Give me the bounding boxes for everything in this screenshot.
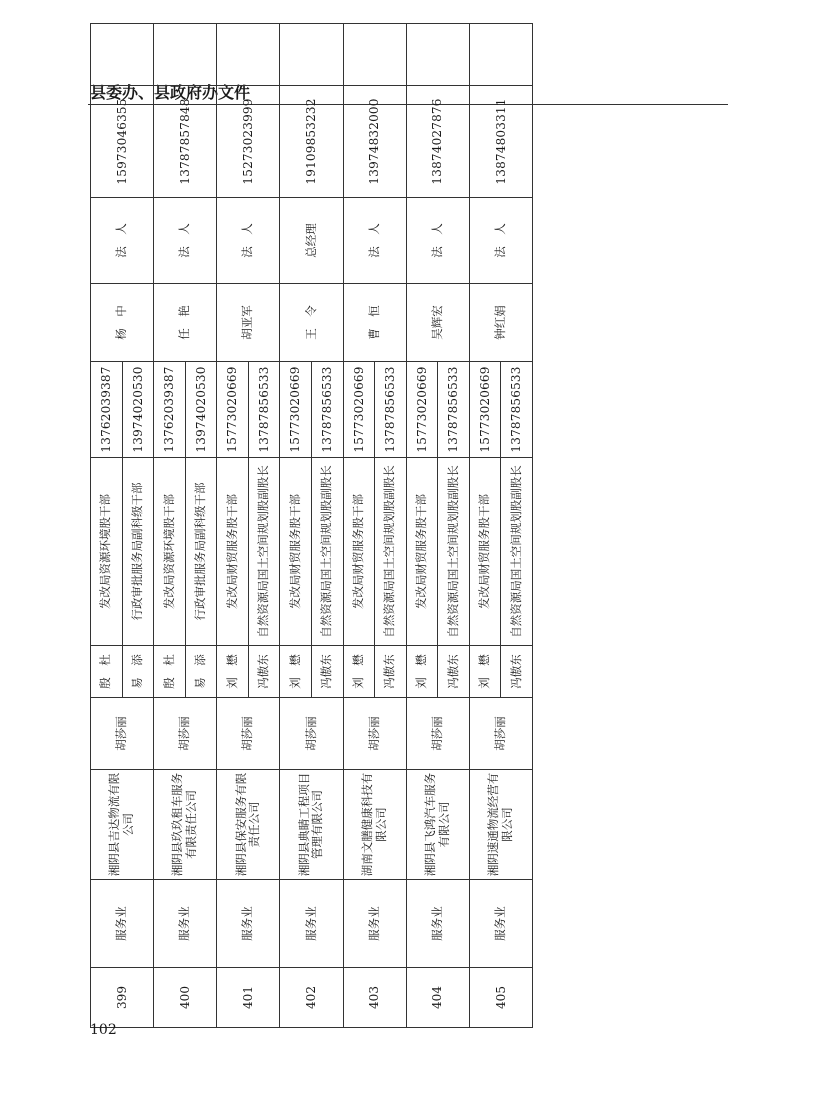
representative-phone-cell: 15973046355 — [91, 86, 154, 198]
liaison-cell: 胡莎丽 — [343, 698, 406, 770]
contact-phone-cell: 13787856533 — [438, 362, 470, 458]
liaison-cell: 胡莎丽 — [154, 698, 217, 770]
representative-phone-cell: 13787857848 — [154, 86, 217, 198]
contact-dept-cell: 自然资源局国土空间规划股副股长 — [311, 458, 343, 646]
row-number-cell: 404 — [406, 968, 469, 1028]
contact-phone-cell: 13787856533 — [311, 362, 343, 458]
contact-phone-cell: 13787856533 — [501, 362, 533, 458]
contact-phone-cell: 15773020669 — [343, 362, 375, 458]
blank-cell — [154, 24, 217, 86]
table-row — [91, 24, 123, 1028]
contact-phone-cell: 15773020669 — [469, 362, 501, 458]
blank-cell — [217, 24, 280, 86]
industry-cell: 服务业 — [280, 880, 343, 968]
liaison-cell: 胡莎丽 — [469, 698, 532, 770]
company-name-cell: 湖南文膳健康科技有限公司 — [343, 770, 406, 880]
representative-name-cell: 曹 恒 — [343, 284, 406, 362]
contact-dept-cell: 发改局财贸服务股干部 — [469, 458, 501, 646]
liaison-cell: 胡莎丽 — [280, 698, 343, 770]
representative-name-cell: 胡亚军 — [217, 284, 280, 362]
contact-name-cell: 冯傲东 — [311, 646, 343, 698]
table-row — [343, 24, 375, 1028]
liaison-cell: 胡莎丽 — [406, 698, 469, 770]
page-number: 102 — [90, 1022, 117, 1038]
liaison-cell: 胡莎丽 — [217, 698, 280, 770]
contact-phone-cell: 13974020530 — [122, 362, 154, 458]
company-name-cell: 湘阴县玖玖租车服务有限责任公司 — [154, 770, 217, 880]
contact-phone-cell: 13762039387 — [154, 362, 186, 458]
row-number-cell: 402 — [280, 968, 343, 1028]
contact-name-cell: 冯傲东 — [501, 646, 533, 698]
blank-cell — [91, 24, 154, 86]
contact-dept-cell: 自然资源局国土空间规划股副股长 — [248, 458, 280, 646]
industry-cell: 服务业 — [217, 880, 280, 968]
blank-cell — [280, 24, 343, 86]
representative-role-cell: 法 人 — [343, 198, 406, 284]
representative-name-cell: 吴辉宏 — [406, 284, 469, 362]
contact-dept-cell: 发改局财贸服务股干部 — [217, 458, 249, 646]
contact-name-cell: 冯傲东 — [375, 646, 407, 698]
contact-name-cell: 冯傲东 — [248, 646, 280, 698]
representative-phone-cell: 13874803311 — [469, 86, 532, 198]
contact-phone-cell: 13787856533 — [248, 362, 280, 458]
contact-name-cell: 易 添 — [122, 646, 154, 698]
representative-phone-cell: 13874027876 — [406, 86, 469, 198]
contact-dept-cell: 发改局资源环境股干部 — [91, 458, 123, 646]
company-name-cell: 湘阴速通物流经营有限公司 — [469, 770, 532, 880]
contact-phone-cell: 15773020669 — [406, 362, 438, 458]
contact-name-cell: 刘 懋 — [343, 646, 375, 698]
industry-cell: 服务业 — [406, 880, 469, 968]
contact-name-cell: 殷 杜 — [91, 646, 123, 698]
industry-cell: 服务业 — [469, 880, 532, 968]
representative-phone-cell: 19109853232 — [280, 86, 343, 198]
blank-cell — [406, 24, 469, 86]
contact-name-cell: 刘 懋 — [406, 646, 438, 698]
contact-dept-cell: 发改局财贸服务股干部 — [280, 458, 312, 646]
representative-role-cell: 总经理 — [280, 198, 343, 284]
contact-dept-cell: 发改局财贸服务股干部 — [406, 458, 438, 646]
contact-phone-cell: 15773020669 — [280, 362, 312, 458]
table-row — [406, 24, 438, 1028]
contact-name-cell: 刘 懋 — [217, 646, 249, 698]
contact-name-cell: 殷 杜 — [154, 646, 186, 698]
contact-dept-cell: 行政审批服务局副科级干部 — [122, 458, 154, 646]
table-row — [469, 24, 501, 1028]
industry-cell: 服务业 — [343, 880, 406, 968]
contact-phone-cell: 13762039387 — [91, 362, 123, 458]
contact-dept-cell: 自然资源局国土空间规划股副股长 — [501, 458, 533, 646]
enterprise-contact-table — [90, 23, 533, 1028]
blank-cell — [469, 24, 532, 86]
blank-cell — [343, 24, 406, 86]
company-name-cell: 湘阴县吉达物流有限公司 — [91, 770, 154, 880]
table-row — [280, 24, 312, 1028]
contact-name-cell: 刘 懋 — [280, 646, 312, 698]
representative-name-cell: 钟红娟 — [469, 284, 532, 362]
company-name-cell: 湘阴县飞鸿汽车服务有限公司 — [406, 770, 469, 880]
contact-name-cell: 冯傲东 — [438, 646, 470, 698]
industry-cell: 服务业 — [154, 880, 217, 968]
contact-dept-cell: 行政审批服务局副科级干部 — [185, 458, 217, 646]
representative-name-cell: 王 令 — [280, 284, 343, 362]
contact-name-cell: 易 添 — [185, 646, 217, 698]
liaison-cell: 胡莎丽 — [91, 698, 154, 770]
representative-phone-cell: 13974832000 — [343, 86, 406, 198]
representative-role-cell: 法 人 — [469, 198, 532, 284]
table-container — [90, 98, 550, 1028]
row-number-cell: 401 — [217, 968, 280, 1028]
row-number-cell: 405 — [469, 968, 532, 1028]
contact-dept-cell: 自然资源局国土空间规划股副股长 — [375, 458, 407, 646]
row-number-cell: 403 — [343, 968, 406, 1028]
company-name-cell: 湘阴县保安服务有限责任公司 — [217, 770, 280, 880]
header-title: 县委办、县政府办文件 — [90, 83, 251, 102]
contact-dept-cell: 发改局财贸服务股干部 — [343, 458, 375, 646]
industry-cell: 服务业 — [91, 880, 154, 968]
representative-name-cell: 杨 中 — [91, 284, 154, 362]
contact-dept-cell: 发改局资源环境股干部 — [154, 458, 186, 646]
company-name-cell: 湘阴县典睛工程项目管理有限公司 — [280, 770, 343, 880]
row-number-cell: 400 — [154, 968, 217, 1028]
representative-role-cell: 法 人 — [406, 198, 469, 284]
row-number-cell: 399 — [91, 968, 154, 1028]
contact-phone-cell: 15773020669 — [217, 362, 249, 458]
representative-role-cell: 法 人 — [154, 198, 217, 284]
contact-phone-cell: 13974020530 — [185, 362, 217, 458]
representative-role-cell: 法 人 — [91, 198, 154, 284]
representative-name-cell: 任 艳 — [154, 284, 217, 362]
representative-role-cell: 法 人 — [217, 198, 280, 284]
table-row — [217, 24, 249, 1028]
contact-phone-cell: 13787856533 — [375, 362, 407, 458]
contact-name-cell: 刘 懋 — [469, 646, 501, 698]
table-row — [154, 24, 186, 1028]
contact-dept-cell: 自然资源局国土空间规划股副股长 — [438, 458, 470, 646]
representative-phone-cell: 15273023999 — [217, 86, 280, 198]
